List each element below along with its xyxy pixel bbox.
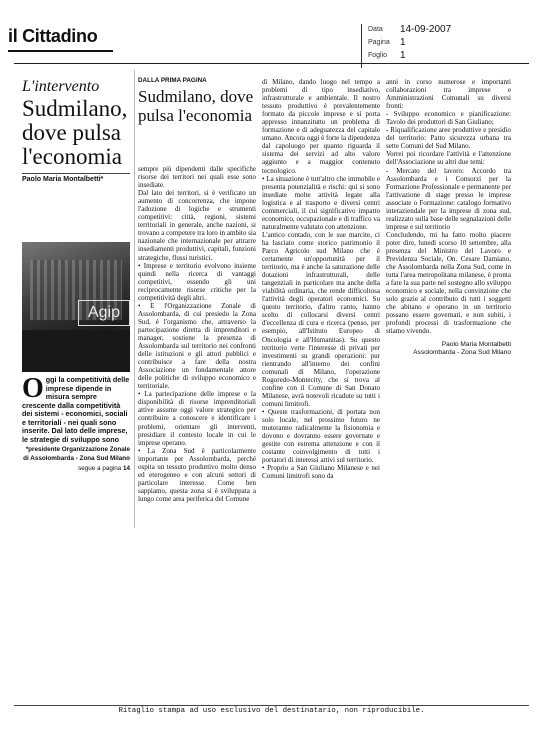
signature-role: Assolombarda - Zona Sud Milano bbox=[413, 348, 511, 356]
meta-label: Pagina bbox=[368, 39, 390, 46]
paragraph: Concludendo, mi ha fatto molto piacere poter dire, lunedì scorso 10 settembre, alla presenza del Ministro del Lavoro e Previdenza Sociale, On. Cesare Damiano, che Assolombarda nella Zona Sud, come in tutta l'area metropolitana milanese, è pronta a fare la sua parte nel sostegno allo sviluppo economico e sociale, nella convinzione che solo grazie al contributo di tutti i soggetti che abitano e operano in un territorio possano essere governati, e non subiti, i profondi processi di trasformazione che stiamo vivendo. bbox=[386, 230, 511, 336]
continued-on bbox=[22, 465, 130, 472]
meta-label: Foglio bbox=[368, 52, 388, 59]
meta-row-sheet bbox=[362, 50, 533, 63]
paragraph: • Proprio a San Giuliano Milanese e nei Comuni limitrofi sono da bbox=[262, 464, 380, 481]
clipping-footer: Ritaglio stampa ad uso esclusivo del destinatario, non riproducibile. bbox=[14, 705, 529, 715]
paragraph: di Milano, dando luogo nel tempo a problemi di tipo insediativo, infrastrutturale e ambientale. Il nostro tessuto produttivo è prevalentemente formato da piccole imprese e si porta appresso innanzitutto un problema di formazione e di adeguatezza del capitale umano. Ancora oggi è forte la dipendenza dal capoluogo per quanto riguarda il sistema dei servizi ad alto valore aggiunto e a maggior contenuto tecnologico. bbox=[262, 78, 380, 175]
section-kicker: L'intervento bbox=[22, 78, 100, 95]
masthead-rule bbox=[8, 50, 113, 52]
masthead-logo: il Cittadino bbox=[8, 26, 98, 46]
paragraph: • Queste trasformazioni, di portata non solo locale, nel prossimo futuro ne muteranno radicalmente la fisionomia e dovono e dovranno essere governate e gestite con estrema attenzione e con il costante coinvolgimento di tutti i portatori di interessi attivi sul territorio. bbox=[262, 407, 380, 465]
continued-label: segue a pagina bbox=[78, 465, 122, 472]
paragraph: - Mercato del lavoro: Accordo tra Assolombarda e i Consorzi per la Formazione Professionale e permanente per l'attivazione di stage presso le imprese associate o Formazione: catalogo formativo interaziendale per la imprese di zona sud, realizzato sulla base delle segnalazioni delle imprese e sul territorio bbox=[386, 166, 511, 231]
text-column-3 bbox=[386, 78, 511, 357]
page-header bbox=[0, 0, 539, 61]
paragraph: sempre più dipendenti dalle specifiche risorse dei territori nei quali esse sono insediate. bbox=[138, 165, 256, 190]
paragraph: • La partecipazione delle imprese e la disponibilità di risorse imprenditoriali attive assume oggi valore strategico per contribuire a conoscere e identificare i problemi, orientare gli interventi, presidiare il contesto locale in cui le imprese operano. bbox=[138, 390, 256, 447]
paragraph: Dal lato dei territori, si è verificato un aumento di concorrenza, che impone l'adozione di logiche e strumenti competitivi: città, regioni, sistemi territoriali in generale, anche nazioni, si trovano a competere tra loro in ambito sia nazionale che internazionale per attrarre insediamenti produttivi, capitali, funzioni strategiche, flussi turistici. bbox=[138, 189, 256, 262]
front-headline-block bbox=[22, 78, 130, 183]
metadata-box bbox=[361, 24, 533, 68]
paragraph: - Riqualificazione aree produttive e presidio del territorio: Patto sicurezza urbana tra sette Comuni del Sud Milano. bbox=[386, 126, 511, 151]
meta-value: 1 bbox=[400, 50, 406, 61]
meta-row-page bbox=[362, 37, 533, 50]
article-abstract bbox=[22, 373, 130, 463]
paragraph: • La situazione è tutt'altro che immobile e presenta potenzialità e rischi: qui si sono insediate molte attività legate alla logistica e al trasporto e diversi centri commerciali, il cui significativo impatto economico, occupazionale e di traffico va naturalmente valutato con attenzione. bbox=[262, 174, 380, 231]
abstract-text: ggi la competitività delle imprese dipende in misura sempre crescente dalla competitività dei sistemi - economici, sociali e territoriali - nei quali sono inserite. Dal lato delle imprese, le strategie di sviluppo sono bbox=[22, 375, 130, 444]
meta-value: 14-09-2007 bbox=[400, 24, 452, 35]
top-rule bbox=[14, 63, 529, 64]
paragraph: L'antico contado, con le sue marcite, ci ha lasciato come storico patrimonio il Parco Agricolo sud Milano che è certamente un'opportunità per il territorio, ma è anche la saturazione delle dotazioni infrastrutturali, delle tangenziali in particolare ma anche della viabilità ordinaria, che rende difficoltosa l'attività degli operatori economici. Su questo territorio, d'altro canto, hanno scelto di collocarsi diversi centri d'eccellenza di cura e ricerca (penso, per esempio, all'Istituto Europeo di Oncologia e all'Humanitas). Su questo territorio verte l'interesse di privati per investimenti su grandi operazioni: pur rientrando all'interno dei confini comunali di Milano, l'operazione Rogoredo-Montecity, che si trova al confine con il Comune di San Donato Milanese, avrà notevoli ricadute su tutti i comuni limitrofi. bbox=[262, 230, 380, 408]
paragraph: Vorrei poi ricordare l'attività e l'attenzione dell'Associazione su altri due temi: bbox=[386, 150, 511, 167]
from-front-label: DALLA PRIMA PAGINA bbox=[138, 77, 207, 84]
byline: Paolo Maria Montalbetti* bbox=[22, 173, 130, 183]
column-divider bbox=[134, 70, 135, 528]
paragraph: • Imprese e territorio evolvono insieme quindi nella ricerca di vantaggi competitivi, essendo gli uni reciprocamente risorse critiche per la competitività degli altri. bbox=[138, 261, 256, 302]
signature bbox=[386, 341, 511, 357]
author-note: di Assolombarda - Zona Sud Milano bbox=[23, 454, 130, 462]
continuation-title: Sudmilano, dove pulsa l'economia bbox=[138, 87, 254, 125]
continued-page: 14 bbox=[122, 465, 130, 472]
drop-cap: O bbox=[22, 373, 44, 404]
meta-row-date bbox=[362, 24, 533, 37]
paragraph: • E l'Organizzazione Zonale di Assolombarda, di cui presiedo la Zona Sud, è l'organismo che, attraverso la partecipazione diretta di imprenditori e manager, sostiene la presenza di Assolombarda sul territorio nei confronti delle istituzioni e gli attori pubblici e contribuisce a fare della nostra Associazione un fondamentale attore delle politiche di sviluppo economico e territoriale. bbox=[138, 301, 256, 391]
paragraph: anni in corso numerose e importanti collaborazioni tra imprese e Amministrazioni Comunali su diversi fronti: bbox=[386, 78, 511, 111]
signature-name: Paolo Maria Montalbetti bbox=[441, 340, 511, 348]
article-photo bbox=[22, 242, 130, 372]
text-column-2 bbox=[262, 78, 380, 480]
meta-label: Data bbox=[368, 26, 383, 33]
paragraph: - Sviluppo economico e pianificazione: Tavolo dei produttori di San Giuliano; bbox=[386, 110, 511, 127]
paragraph: • La Zona Sud è particolarmente importante per Assolombarda, perché ospita un tessuto produttivo molto denso ed eterogeneo e con alcuni settori di particolare interesse. Come ben sappiamo, questa zona si è sviluppata a lungo come area periferica del Comune bbox=[138, 446, 256, 503]
text-column-1 bbox=[138, 165, 256, 503]
photo-sign: Agip bbox=[78, 300, 130, 326]
author-note: *presidente Organizzazione Zonale bbox=[25, 446, 130, 453]
article-title: Sudmilano, dove pulsa l'economia bbox=[22, 96, 128, 169]
meta-value: 1 bbox=[400, 37, 406, 48]
